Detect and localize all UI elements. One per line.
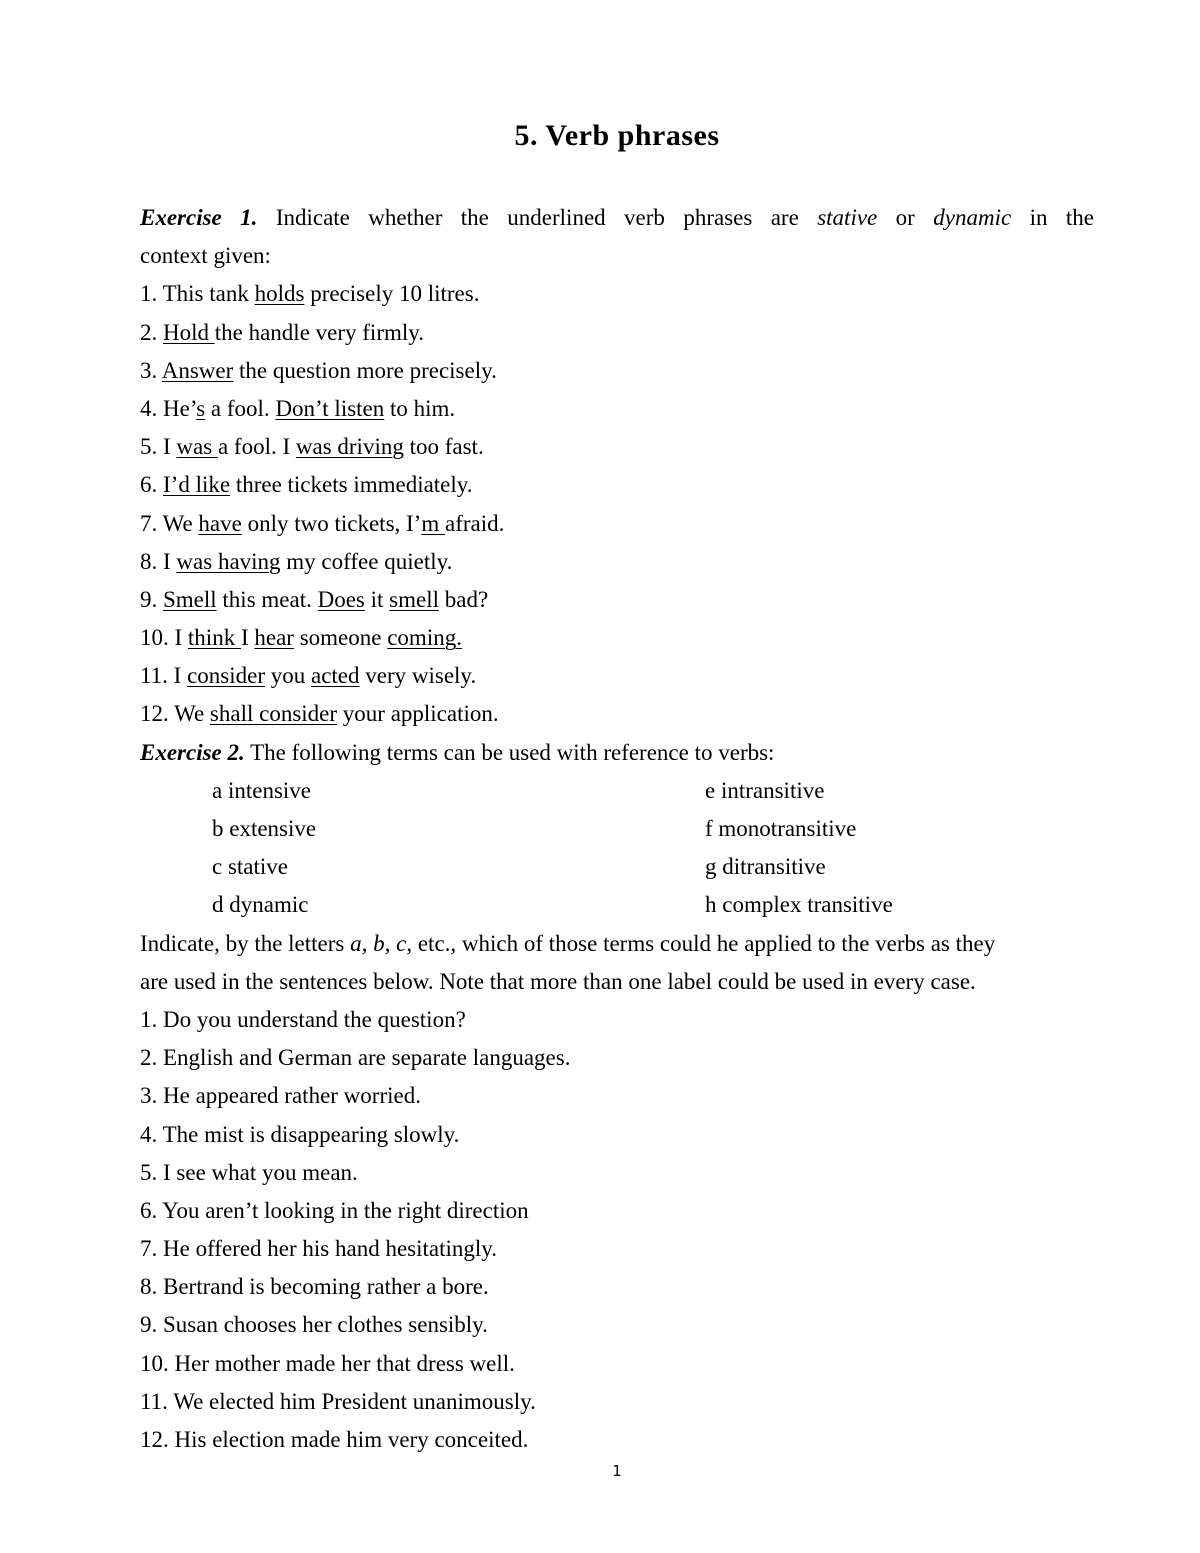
underlined-verb-phrase: Smell <box>163 586 217 612</box>
exercise1-sentence <box>140 581 1094 619</box>
sentence-number: 9. <box>140 586 163 612</box>
term-item: b extensive <box>212 816 317 841</box>
sentence-text: a fool. I <box>217 434 296 460</box>
term-item: a intensive <box>212 777 311 803</box>
page-title: 5. Verb phrases <box>514 119 720 152</box>
exercise2-sentence-list <box>140 1001 1094 1459</box>
term-item: c stative <box>212 854 288 880</box>
exercise2-intro <box>140 734 1094 772</box>
exercise1-sentence <box>140 352 1094 390</box>
sentence-text: my coffee quietly. <box>280 548 453 574</box>
example-letters: a, b, c, <box>350 930 413 956</box>
sentence-number: 3. <box>140 357 162 383</box>
underlined-verb-phrase: Don’t listen <box>275 395 385 421</box>
term-row <box>140 886 1094 924</box>
sentence-text: I <box>163 434 177 460</box>
sentence-number: 1. <box>140 281 163 307</box>
sentence-text: the question more precisely. <box>233 357 497 383</box>
exercise1-sentence <box>140 428 1094 466</box>
sentence-text: bad? <box>439 586 489 612</box>
exercise1-instruction-text: Indicate whether the underlined verb phrases are <box>257 205 818 230</box>
sentence-text: to him. <box>384 395 456 421</box>
exercise2-sentence: 12. His election made him very conceited. <box>140 1427 529 1452</box>
exercise1-label: Exercise 1. <box>140 205 258 230</box>
exercise1-instruction-continued: context given: <box>140 243 271 269</box>
underlined-verb-phrase: consider <box>187 663 265 689</box>
exercise1-instruction-end: in the <box>1011 205 1094 230</box>
underlined-verb-phrase: was driving <box>295 434 404 460</box>
underlined-verb-phrase: Does <box>317 586 365 612</box>
sentence-text: I <box>163 548 177 574</box>
verb-terms-table <box>140 772 1094 925</box>
term-item: d dynamic <box>212 892 309 918</box>
stative-term: stative <box>817 205 878 230</box>
exercise1-instruction <box>140 199 1094 237</box>
exercise2-sentence: 2. English and German are separate languages. <box>140 1045 571 1071</box>
underlined-verb-phrase: acted <box>311 663 360 689</box>
sentence-text: We <box>174 701 210 727</box>
exercise1-sentence-list <box>140 275 1094 733</box>
term-item: g ditransitive <box>705 854 826 880</box>
exercise2-instruction <box>140 925 1094 963</box>
underlined-verb-phrase: s <box>196 395 206 421</box>
sentence-text: afraid. <box>444 510 505 536</box>
term-row <box>140 810 1094 848</box>
exercise2-sentence: 9. Susan chooses her clothes sensibly. <box>140 1312 488 1338</box>
term-row <box>140 848 1094 886</box>
exercise2-sentence: 8. Bertrand is becoming rather a bore. <box>140 1274 489 1300</box>
sentence-number: 5. <box>140 434 163 460</box>
sentence-text: it <box>364 586 390 612</box>
sentence-number: 11. <box>140 663 174 689</box>
exercise1-sentence <box>140 543 1094 581</box>
term-item: f monotransitive <box>705 816 857 841</box>
or-text: or <box>877 205 934 230</box>
sentence-text: someone <box>293 625 388 651</box>
sentence-text: your application. <box>337 701 499 727</box>
sentence-text: I <box>173 663 188 689</box>
underlined-verb-phrase: Hold <box>163 319 215 345</box>
exercise2-sentence: 3. He appeared rather worried. <box>140 1083 421 1109</box>
exercise2-instruction-continued: are used in the sentences below. Note that more than one label could be used in every case. <box>140 968 976 994</box>
exercise2-intro-text: The following terms can be used with reference to verbs: <box>244 739 775 765</box>
exercise2-sentence: 11. We elected him President unanimously. <box>140 1388 536 1414</box>
sentence-text: a fool. <box>205 395 276 421</box>
sentence-text: precisely 10 litres. <box>304 281 480 307</box>
sentence-text: very wisely. <box>359 663 477 689</box>
exercise2-label: Exercise 2. <box>140 739 245 765</box>
sentence-text: this meat. <box>216 586 318 612</box>
sentence-number: 4. <box>140 395 163 421</box>
sentence-text: I <box>240 625 255 651</box>
underlined-verb-phrase: coming. <box>387 625 462 651</box>
exercise1-sentence <box>140 314 1094 352</box>
sentence-text: I <box>174 625 188 651</box>
sentence-text: We <box>162 510 199 536</box>
term-row <box>140 772 1094 810</box>
exercise2-sentence: 7. He offered her his hand hesitatingly. <box>140 1236 498 1262</box>
sentence-text: This tank <box>162 281 255 307</box>
underlined-verb-phrase: think <box>187 625 241 651</box>
document-body <box>140 199 1094 1459</box>
underlined-verb-phrase: was having <box>176 548 281 574</box>
exercise1-sentence <box>140 619 1094 657</box>
term-item: h complex transitive <box>705 892 893 918</box>
sentence-text: three tickets immediately. <box>230 472 473 498</box>
sentence-number: 6. <box>140 472 163 498</box>
exercise1-sentence <box>140 505 1094 543</box>
sentence-text: He’ <box>163 395 197 421</box>
exercise2-sentence: 6. You aren’t looking in the right direction <box>140 1197 529 1223</box>
underlined-verb-phrase: hear <box>254 625 294 651</box>
sentence-number: 8. <box>140 548 163 574</box>
exercise1-sentence <box>140 275 1094 313</box>
sentence-number: 10. <box>140 625 175 651</box>
exercise2-sentence: 10. Her mother made her that dress well. <box>140 1350 515 1376</box>
underlined-verb-phrase: have <box>198 510 242 536</box>
exercise1-sentence <box>140 466 1094 504</box>
underlined-verb-phrase: shall consider <box>209 701 338 727</box>
exercise2-instruction-text-end: etc., which of those terms could he applied to the verbs as they <box>412 930 996 956</box>
sentence-number: 2. <box>140 319 163 345</box>
page-number: 1 <box>612 1462 622 1480</box>
sentence-text: you <box>265 663 311 689</box>
underlined-verb-phrase: smell <box>389 586 440 612</box>
sentence-number: 12. <box>140 701 175 727</box>
sentence-number: 7. <box>140 510 163 536</box>
underlined-verb-phrase: was <box>176 434 218 460</box>
exercise1-sentence <box>140 695 1094 733</box>
underlined-verb-phrase: Answer <box>161 357 234 383</box>
sentence-text: too fast. <box>403 434 484 460</box>
exercise1-sentence <box>140 390 1094 428</box>
exercise2-sentence: 5. I see what you mean. <box>140 1159 358 1185</box>
dynamic-term: dynamic <box>933 205 1012 230</box>
sentence-text: only two tickets, I’ <box>241 510 422 536</box>
exercise2-instruction-text: Indicate, by the letters <box>140 930 351 956</box>
exercise1-sentence <box>140 657 1094 695</box>
underlined-verb-phrase: m <box>421 510 445 536</box>
underlined-verb-phrase: I’d like <box>163 472 231 498</box>
exercise2-sentence: 4. The mist is disappearing slowly. <box>140 1121 460 1147</box>
sentence-text: the handle very firmly. <box>214 319 425 345</box>
underlined-verb-phrase: holds <box>254 281 305 307</box>
exercise2-sentence: 1. Do you understand the question? <box>140 1006 466 1032</box>
term-item: e intransitive <box>705 777 825 803</box>
